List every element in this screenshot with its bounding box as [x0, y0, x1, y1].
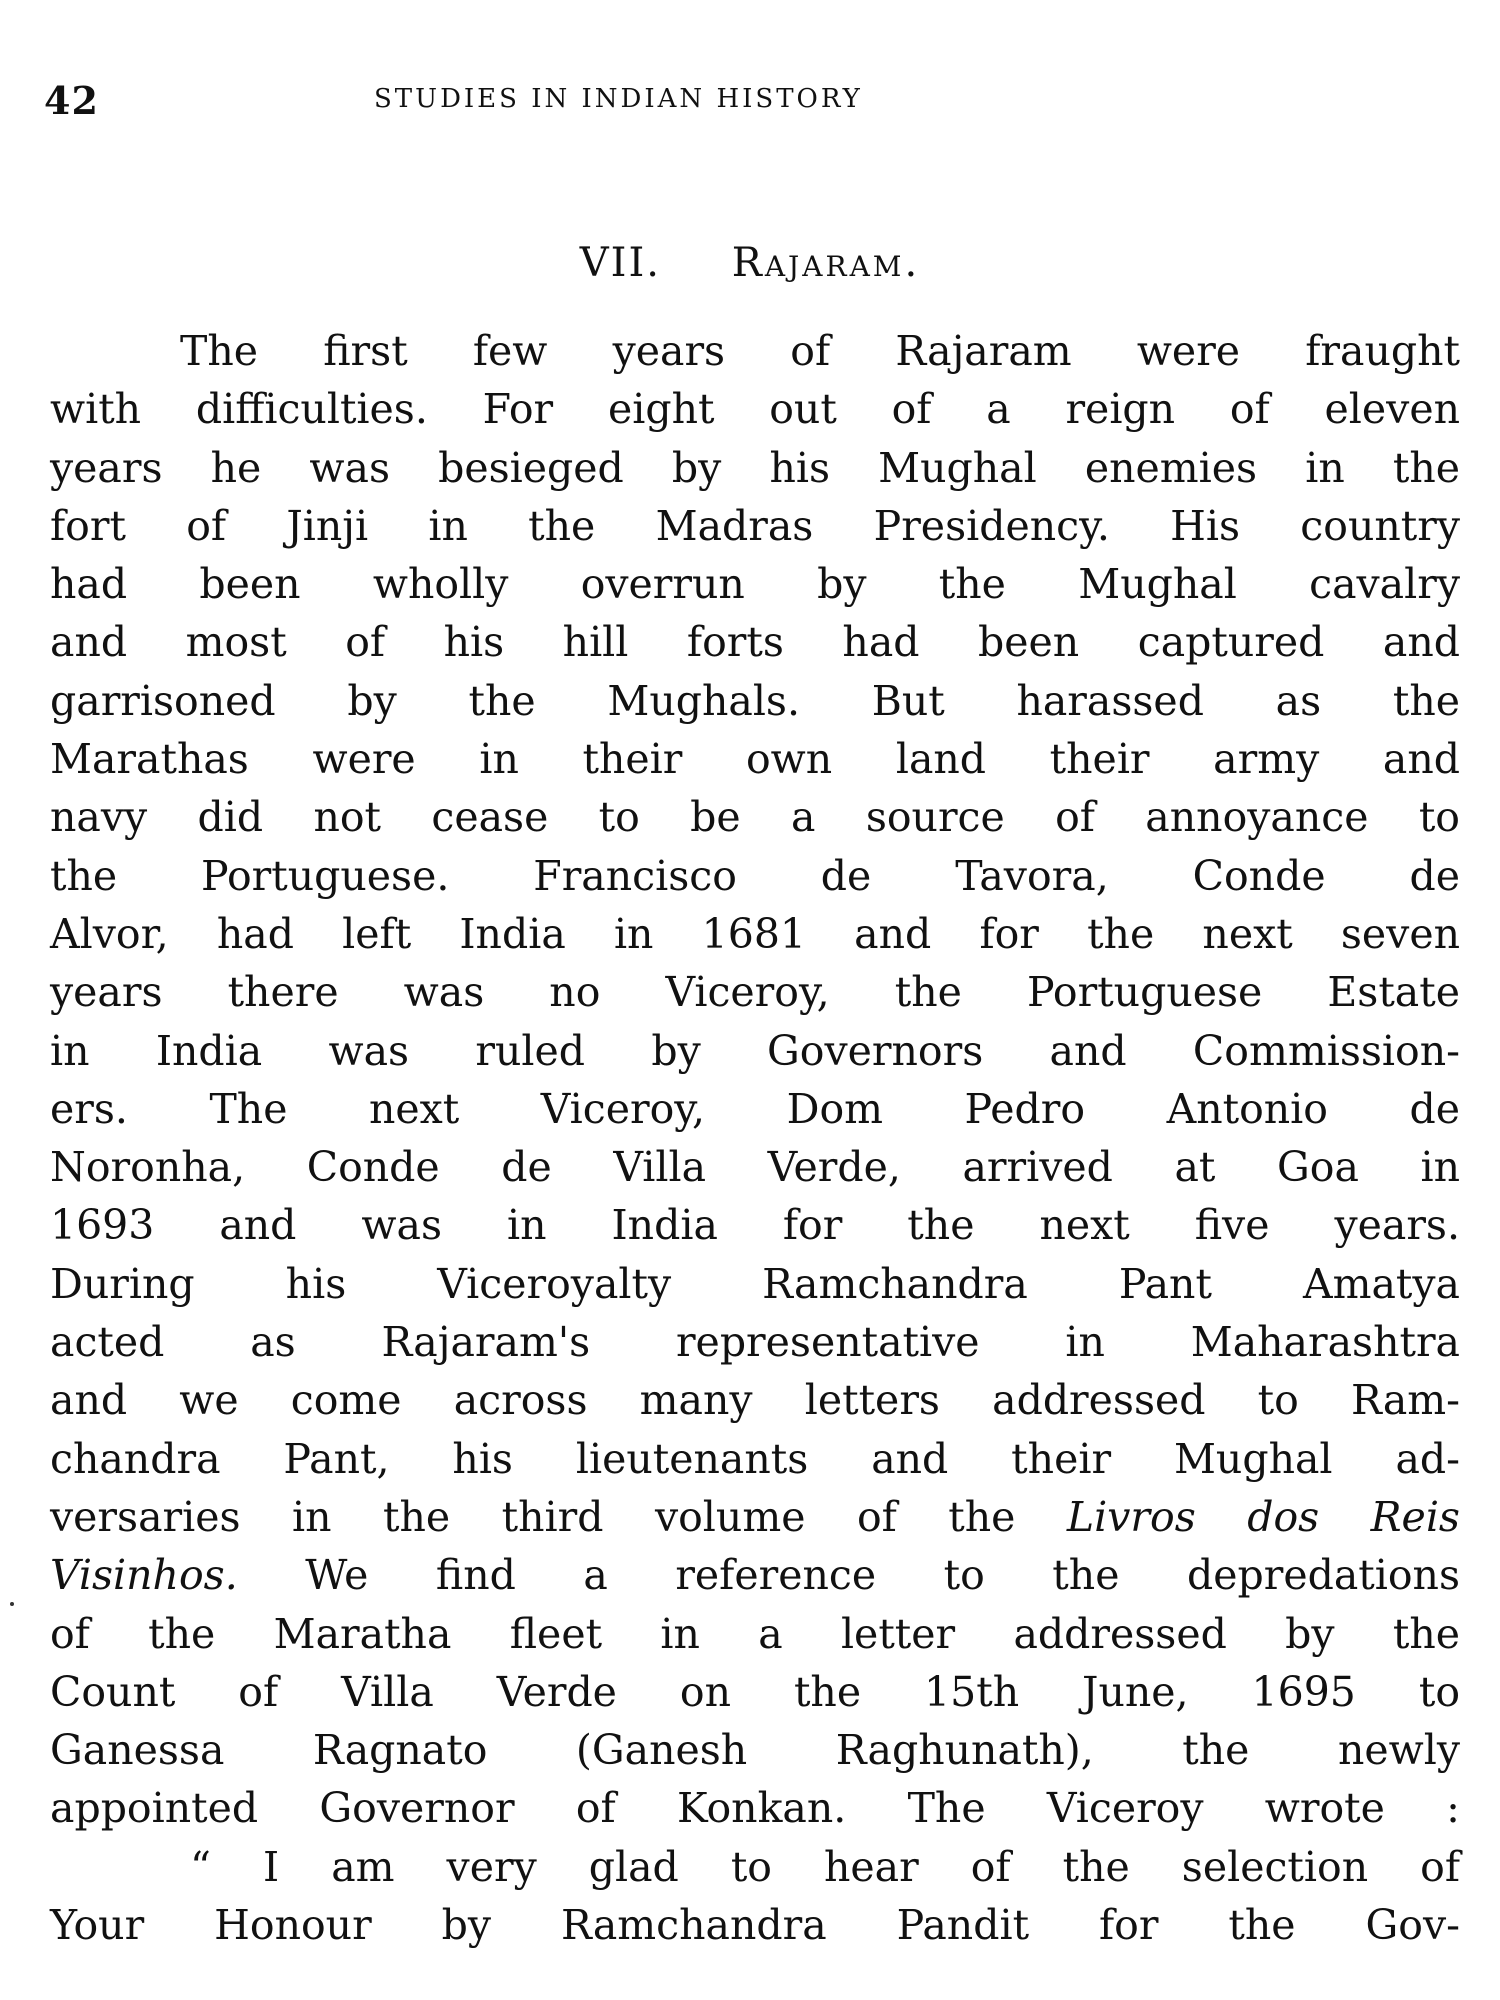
text-line: garrisoned by the Mughals. But harassed as the [50, 676, 1460, 725]
text-line: acted as Rajaram's representative in Maharashtra [50, 1318, 1460, 1367]
text-line: in India was ruled by Governors and Commission- [50, 1026, 1460, 1075]
text-line: During his Viceroyalty Ramchandra Pant Amatya [50, 1259, 1460, 1308]
text-line: years there was no Viceroy, the Portuguese Estate [50, 968, 1460, 1017]
text-line: 1693 and was in India for the next five years. [50, 1201, 1460, 1250]
text-line: of the Maratha fleet in a letter addressed by the [50, 1609, 1460, 1658]
quotation-line: “ I am very glad to hear of the selection of [190, 1842, 1460, 1891]
chapter-heading [0, 240, 1500, 286]
text-line: ers. The next Viceroy, Dom Pedro Antonio de [50, 1084, 1460, 1133]
page-number: 42 [44, 78, 99, 123]
italic-title: Livros dos Reis [1066, 1492, 1460, 1541]
text-line: Alvor, had left India in 1681 and for the next seven [50, 909, 1460, 958]
text-line: navy did not cease to be a source of annoyance to [50, 793, 1460, 842]
text-line: had been wholly overrun by the Mughal cavalry [50, 560, 1460, 609]
text-line: the Portuguese. Francisco de Tavora, Conde de [50, 851, 1460, 900]
text-line: Noronha, Conde de Villa Verde, arrived at Goa in [50, 1143, 1460, 1192]
text-line: fort of Jinji in the Madras Presidency. His country [50, 501, 1460, 550]
text-line: Ganessa Ragnato (Ganesh Raghunath), the newly [50, 1726, 1460, 1775]
chapter-number: VII. [579, 240, 661, 286]
margin-mark [10, 1602, 14, 1606]
running-title: STUDIES IN INDIAN HISTORY [374, 84, 863, 114]
quotation-line: Your Honour by Ramchandra Pandit for the Gov- [50, 1901, 1460, 1950]
text-line: Count of Villa Verde on the 15th June, 1695 to [50, 1667, 1460, 1716]
text-line: and we come across many letters addressed to Ram- [50, 1376, 1460, 1425]
text-line: The first few years of Rajaram were fraught [180, 327, 1460, 375]
text-line: Marathas were in their own land their army and [50, 735, 1460, 784]
text-segment: We find a reference to the depredations [305, 1551, 1460, 1600]
text-line-mixed [50, 1546, 1460, 1604]
italic-title: Visinhos. [50, 1551, 238, 1600]
text-line: and most of his hill forts had been captured and [50, 618, 1460, 667]
text-segment: versaries in the third volume of the [50, 1492, 1016, 1541]
text-line: years he was besieged by his Mughal enemies in the [50, 443, 1460, 492]
chapter-title: Rajaram. [731, 240, 921, 286]
page-header [44, 78, 1464, 138]
text-line: appointed Governor of Konkan. The Viceroy wrote : [50, 1784, 1460, 1833]
text-line: chandra Pant, his lieutenants and their Mughal ad- [50, 1434, 1460, 1483]
body-paragraph [50, 322, 1460, 1954]
text-line-mixed [50, 1488, 1460, 1546]
text-line: with difficulties. For eight out of a reign of eleven [50, 385, 1460, 434]
